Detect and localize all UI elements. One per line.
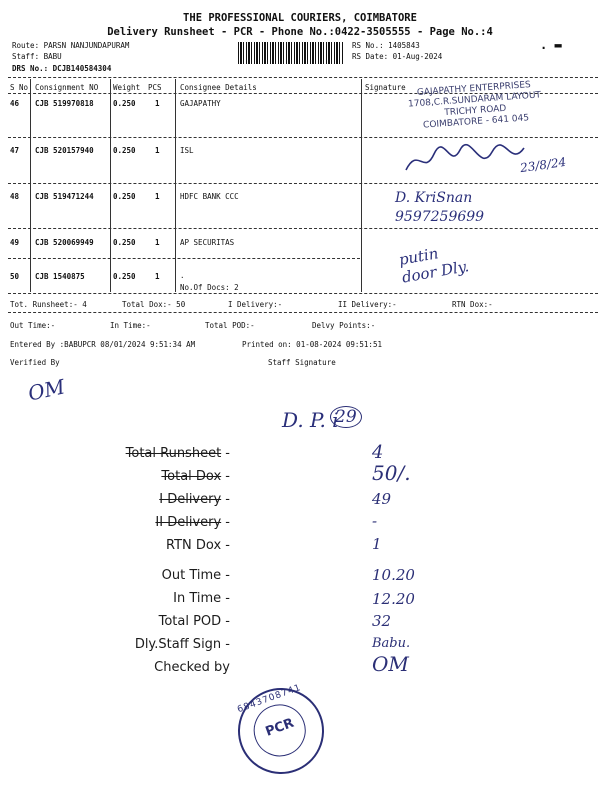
summary-label-total-dox: Total Dox -: [161, 469, 230, 484]
row-pcs: 1: [155, 146, 160, 155]
row-rule: [8, 183, 598, 184]
col-divider: [175, 79, 176, 292]
summary-value-ii-delivery: -: [372, 512, 378, 530]
route-line: [12, 41, 129, 50]
row-sno: 50: [10, 272, 20, 281]
pcr-stamp-number: 6843708741: [236, 682, 303, 716]
barcode: [238, 42, 344, 64]
in-time: In Time:-: [110, 321, 151, 330]
col-header-sno: S No: [10, 83, 29, 92]
pcr-round-stamp: [226, 676, 336, 786]
totals-rule: [8, 312, 598, 313]
col-header-consignee: Consignee Details: [180, 83, 257, 92]
company-stamp: GAJAPATHY ENTERPRISES 1708,C.R.SUNDARAM LAYOUT TRICHY ROAD COIMBATORE - 641 045: [407, 80, 542, 131]
verified-by: Verified By: [10, 358, 60, 367]
row-weight: 0.250: [113, 238, 136, 247]
route-value: PARSN NANJUNDAPURAM: [43, 41, 130, 50]
row-consignee: .: [180, 271, 185, 280]
col-divider: [30, 79, 31, 292]
rs-date-label: RS Date:: [352, 52, 389, 61]
row-consignee: HDFC BANK CCC: [180, 192, 239, 201]
signature-scribble: [400, 140, 530, 178]
row-pcs: 1: [155, 272, 160, 281]
row-rule: [8, 228, 598, 229]
row-consignment: CJB 520069949: [35, 238, 94, 247]
summary-value-checked-by: OM: [372, 652, 409, 676]
row-weight: 0.250: [113, 272, 136, 281]
staff-value: BABU: [43, 52, 62, 61]
staff-signature: Staff Signature: [268, 358, 336, 367]
entered-by: Entered By :BABUPCR 08/01/2024 9:51:34 AM: [10, 340, 196, 349]
row-pcs: 1: [155, 238, 160, 247]
summary-label-total-pod: Total POD -: [158, 614, 230, 629]
summary-value-rtn-dox: 1: [372, 535, 382, 553]
out-time: Out Time:-: [10, 321, 56, 330]
row-consignee: ISL: [180, 146, 194, 155]
row-doc-count: No.Of Docs: 2: [180, 283, 239, 292]
row-consignment: CJB 519471244: [35, 192, 94, 201]
signature-name-phone: D. KriSnan 9597259699: [395, 190, 485, 225]
summary-label-checked-by: Checked by: [154, 660, 230, 675]
rs-no-value: 1405843: [388, 41, 420, 50]
summary-value-total-runsheet: 4: [372, 442, 384, 463]
row-consignment: CJB 1540875: [35, 272, 85, 281]
row-sno: 49: [10, 238, 20, 247]
dp-value-circled: 29: [330, 406, 362, 428]
drs-value: DCJB140584304: [52, 64, 112, 73]
row-pcs: 1: [155, 99, 160, 108]
rs-date-value: 01-Aug-2024: [392, 52, 443, 61]
row-sno: 48: [10, 192, 20, 201]
total-pod: Total POD:-: [205, 321, 255, 330]
summary-label-staff-sign: Dly.Staff Sign -: [134, 637, 230, 652]
row-weight: 0.250: [113, 146, 136, 155]
row-consignee: GAJAPATHY: [180, 99, 221, 108]
summary-label-in-time: In Time -: [173, 591, 230, 606]
row-sno: 46: [10, 99, 20, 108]
col-divider: [361, 79, 362, 292]
row-rule: [8, 258, 360, 259]
summary-value-i-delivery: 49: [372, 490, 392, 508]
rs-no-line: [352, 41, 420, 50]
summary-label-ii-delivery: II Delivery -: [155, 515, 230, 530]
row-rule: [8, 137, 598, 138]
route-label: Route:: [12, 41, 40, 50]
ii-delivery: II Delivery:-: [338, 300, 397, 309]
signature-date: 23/8/24: [519, 154, 568, 176]
printed-on: Printed on: 01-08-2024 09:51:51: [242, 340, 382, 349]
pcr-stamp-center: PCR: [263, 715, 297, 740]
staff-line: [12, 52, 62, 61]
summary-label-total-runsheet: Total Runsheet -: [125, 446, 230, 461]
summary-label-i-delivery: I Delivery -: [159, 492, 230, 507]
i-delivery: I Delivery:-: [228, 300, 283, 309]
summary-value-total-dox: 50/.: [372, 461, 411, 485]
verified-initials: OM: [25, 374, 67, 406]
col-divider: [110, 79, 111, 292]
delivery-note: putin door Dly.: [397, 244, 471, 287]
summary-value-total-pod: 32: [372, 612, 392, 630]
col-header-consignment: Consignment NO: [35, 83, 99, 92]
delvy-points: Delvy Points:-: [312, 321, 376, 330]
dp-label: D. P. i: [282, 408, 339, 432]
row-weight: 0.250: [113, 192, 136, 201]
corner-mark: . ▬: [540, 38, 562, 52]
drs-label: DRS No.:: [12, 64, 49, 73]
rs-date-line: [352, 52, 442, 61]
summary-value-out-time: 10.20: [372, 566, 415, 584]
row-consignee: AP SECURITAS: [180, 238, 235, 247]
summary-label-rtn-dox: RTN Dox -: [166, 538, 230, 553]
staff-label: Staff:: [12, 52, 40, 61]
total-dox: Total Dox:- 50: [122, 300, 186, 309]
summary-label-out-time: Out Time -: [161, 568, 230, 583]
row-consignment: CJB 519970818: [35, 99, 94, 108]
row-pcs: 1: [155, 192, 160, 201]
rtn-dox: RTN Dox:-: [452, 300, 493, 309]
document-title: THE PROFESSIONAL COURIERS, COIMBATORE: [183, 12, 417, 24]
row-consignment: CJB 520157940: [35, 146, 94, 155]
col-header-weight: Weight: [113, 83, 141, 92]
row-sno: 47: [10, 146, 20, 155]
tot-runsheet: Tot. Runsheet:- 4: [10, 300, 87, 309]
rs-no-label: RS No.:: [352, 41, 384, 50]
document-subtitle: Delivery Runsheet - PCR - Phone No.:0422-3505555 - Page No.:4: [107, 26, 493, 38]
summary-value-in-time: 12.20: [372, 590, 415, 608]
col-header-pcs: PCS: [148, 83, 162, 92]
drs-line: [12, 64, 111, 73]
summary-value-staff-sign: Babu.: [372, 636, 411, 651]
table-top-rule: [8, 77, 598, 78]
table-bottom-rule: [8, 293, 598, 294]
col-header-signature: Signature: [365, 83, 406, 92]
row-weight: 0.250: [113, 99, 136, 108]
